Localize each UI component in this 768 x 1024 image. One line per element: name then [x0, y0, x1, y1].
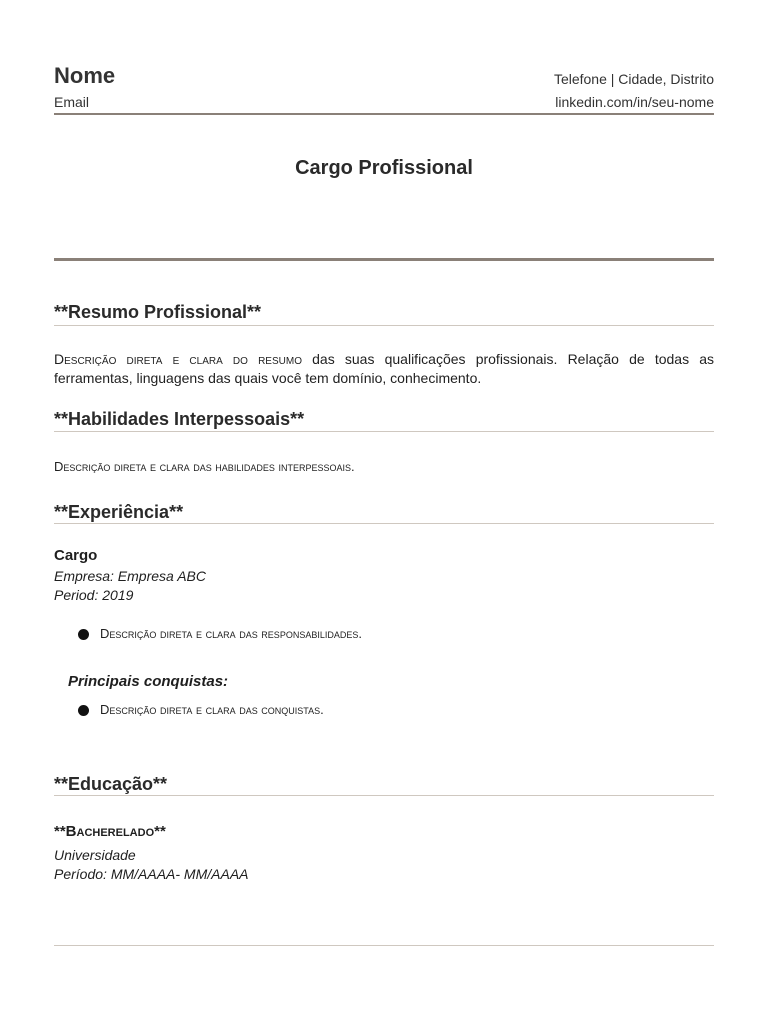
job-title: Cargo Profissional: [295, 157, 473, 179]
summary-divider: [54, 325, 714, 326]
bullet-icon: [78, 629, 89, 640]
education-divider: [54, 795, 714, 796]
bullet-icon: [78, 705, 89, 716]
header-divider: [54, 113, 714, 115]
summary-text: [54, 350, 714, 388]
education-institution: Universidade: [54, 847, 136, 863]
experience-role: Cargo: [54, 547, 98, 564]
experience-heading: **Experiência**: [54, 502, 184, 522]
education-degree: **Bacherelado**: [54, 823, 166, 840]
responsibility-item: [78, 625, 714, 643]
summary-text-rest: das suas qualificações profissionais. Relação de todas as ferramentas, linguagens das quais você tem domínio, conhecimento.: [54, 351, 715, 386]
title-divider: [54, 258, 714, 261]
achievement-text: Descrição direta e clara das conquistas.: [100, 702, 324, 717]
phone-location: Telefone | Cidade, Distrito: [553, 71, 714, 87]
candidate-name: Nome: [54, 63, 116, 88]
experience-period: Period: 2019: [54, 587, 134, 603]
linkedin-url: linkedin.com/in/seu-nome: [555, 94, 714, 110]
experience-company: Empresa: Empresa ABC: [54, 568, 206, 584]
summary-heading: **Resumo Profissional**: [54, 302, 262, 322]
summary-text-smallcaps: Descrição direta e clara do resumo: [54, 351, 302, 367]
education-period: Período: MM/AAAA- MM/AAAA: [54, 866, 249, 882]
interpersonal-heading: **Habilidades Interpessoais**: [54, 409, 305, 429]
experience-divider: [54, 523, 714, 524]
candidate-email: Email: [54, 94, 90, 110]
achievement-item: [78, 701, 714, 719]
education-heading: **Educação**: [54, 774, 168, 794]
responsibility-text: Descrição direta e clara das responsabilidades.: [100, 626, 362, 641]
interpersonal-text: Descrição direta e clara das habilidades interpessoais.: [54, 459, 355, 474]
achievements-label: Principais conquistas:: [68, 673, 229, 690]
interpersonal-divider: [54, 431, 714, 432]
footer-divider: [54, 945, 714, 946]
